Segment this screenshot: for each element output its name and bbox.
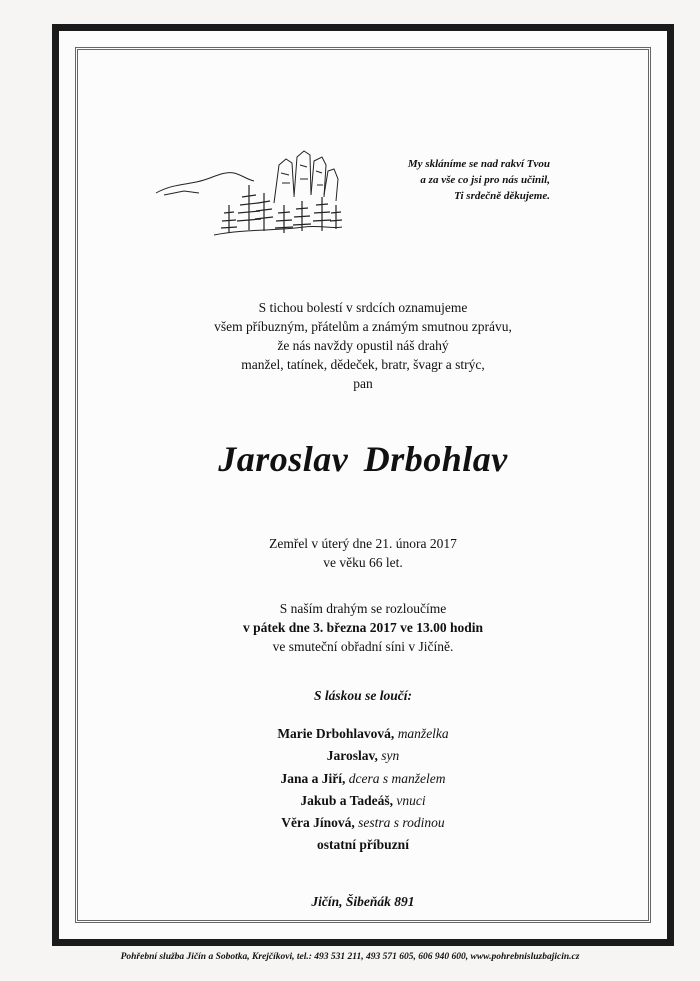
mourner-relation: vnuci xyxy=(396,792,426,808)
mourner-entry xyxy=(78,768,648,790)
funeral-intro: S naším drahým se rozloučíme xyxy=(279,601,447,616)
quote-line: Ti srdečně děkujeme. xyxy=(454,190,550,202)
home-address: Jičín, Šibeňák 891 xyxy=(311,894,415,909)
mourner-entry xyxy=(78,723,648,745)
mourner-relation: syn xyxy=(381,748,400,764)
mourner-relation: manželka xyxy=(397,726,449,741)
deceased-name: Jaroslav Drbohlav xyxy=(218,439,508,479)
mourner-entry xyxy=(78,790,648,812)
mourner-entry xyxy=(78,834,648,856)
funeral-datetime: v pátek dne 3. března 2017 ve 13.00 hodin xyxy=(242,620,484,635)
announcement-line: že nás navždy opustil náš drahý xyxy=(277,338,449,353)
funeral-service-footer: Pohřební služba Jičín a Sobotka, Krejčíkovi, tel.: 493 531 211, 493 571 605, 606 940 600, www.pohrebnisluzbajicin.cz xyxy=(120,952,580,962)
mourner-name: Jaroslav, xyxy=(326,748,378,764)
mourner-name: Marie Drbohlavová, xyxy=(277,726,395,741)
quote-line: a za vše co jsi pro nás učinil, xyxy=(420,174,550,186)
mourner-name: ostatní příbuzní xyxy=(317,837,409,853)
inner-border xyxy=(75,47,651,923)
mourner-name: Věra Jínová, xyxy=(281,815,355,831)
mourner-entry xyxy=(78,812,648,834)
rock-landscape-illustration xyxy=(154,135,344,240)
announcement-line: pan xyxy=(353,376,373,391)
announcement-line: S tichou bolestí v srdcích oznamujeme xyxy=(258,300,468,315)
outer-border xyxy=(52,24,674,946)
mourner-name: Jana a Jiří, xyxy=(280,770,346,786)
farewell-heading: S láskou se loučí: xyxy=(314,688,412,703)
mourner-relation: sestra s rodinou xyxy=(358,815,445,831)
death-age: ve věku 66 let. xyxy=(323,555,403,570)
announcement-text xyxy=(78,298,648,393)
memorial-quote xyxy=(408,156,550,204)
death-date: Zemřel v úterý dne 21. února 2017 xyxy=(269,536,457,551)
mourner-entry xyxy=(78,745,648,767)
announcement-line: všem příbuzným, přátelům a známým smutnou zprávu, xyxy=(214,319,512,334)
quote-line: My skláníme se nad rakví Tvou xyxy=(407,158,550,170)
announcement-line: manžel, tatínek, dědeček, bratr, švagr a strýc, xyxy=(241,357,485,372)
funeral-info xyxy=(78,599,648,656)
mourner-relation: dcera s manželem xyxy=(348,770,446,786)
funeral-location: ve smuteční obřadní síni v Jičíně. xyxy=(272,639,454,654)
mourners-list xyxy=(78,723,648,857)
mourner-name: Jakub a Tadeáš, xyxy=(300,792,394,808)
death-info xyxy=(78,534,648,572)
